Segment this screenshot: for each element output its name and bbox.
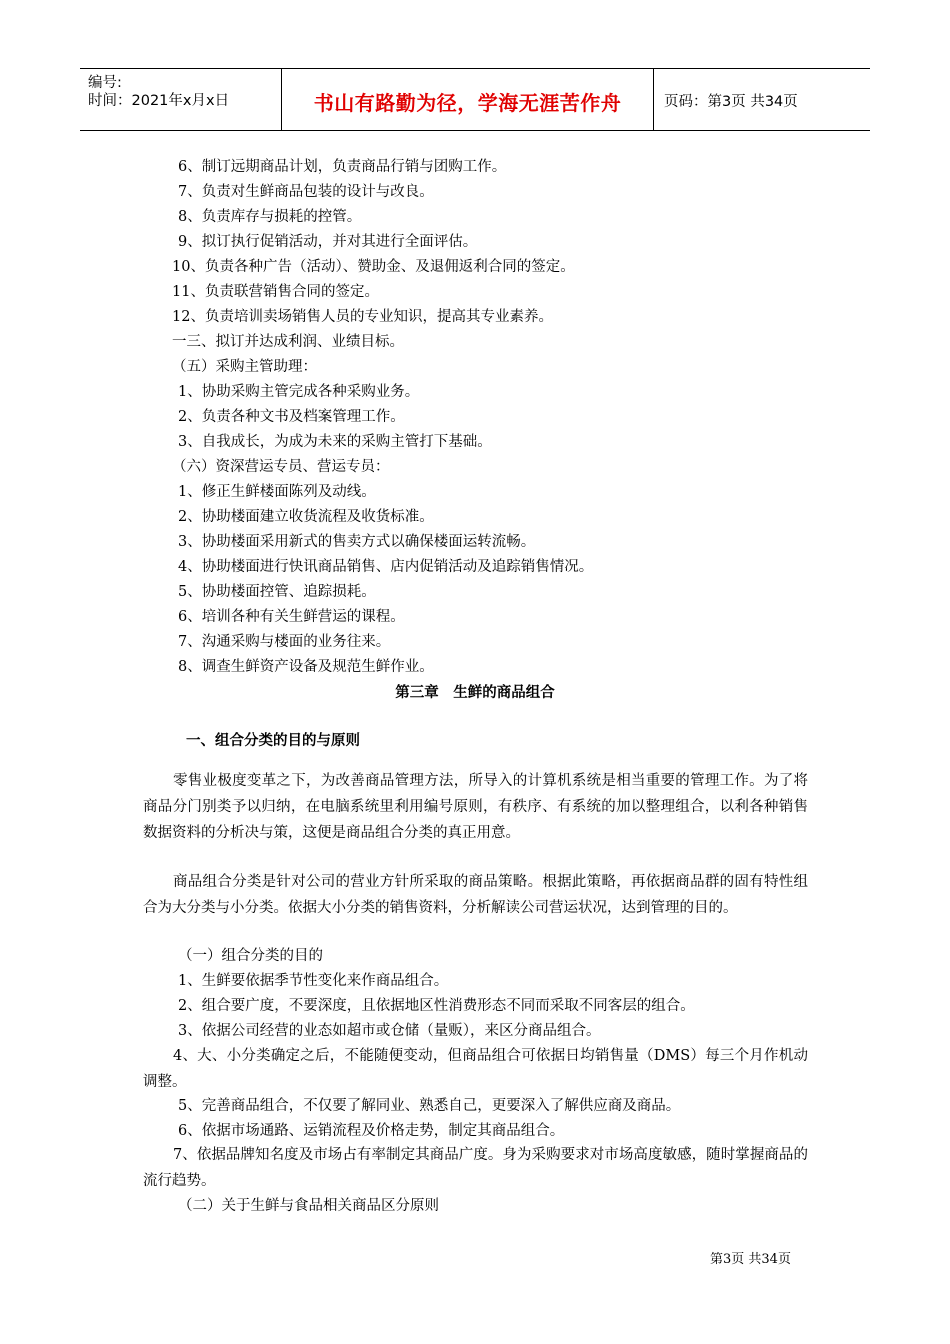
list-item: 10、负责各种广告（活动）、赞助金、及退佣返利合同的签定。 bbox=[172, 259, 575, 275]
document-date-label: 时间：2021年x月x日 bbox=[88, 93, 230, 109]
body-paragraph: 商品组合分类是针对公司的营业方针所采取的商品策略。根据此策略，再依据商品群的固有特性组合为大分类与小分类。依据大小分类的销售资料，分析解读公司营运状况，达到管理的目的。 bbox=[143, 874, 808, 916]
page-header bbox=[80, 68, 870, 131]
page-footer: 第3页 共34页 bbox=[710, 1252, 791, 1267]
header-page-number: 页码：第3页 共34页 bbox=[664, 94, 798, 110]
list-item: 9、拟订执行促销活动，并对其进行全面评估。 bbox=[178, 234, 478, 250]
subsection-heading: （六）资深营运专员、营运专员： bbox=[172, 459, 390, 475]
list-item: 7、负责对生鲜商品包装的设计与改良。 bbox=[178, 184, 434, 200]
subsection-heading: （一）组合分类的目的 bbox=[178, 948, 323, 964]
list-item: 6、依据市场通路、运销流程及价格走势，制定其商品组合。 bbox=[178, 1123, 565, 1139]
list-item: 7、依据品牌知名度及市场占有率制定其商品广度。身为采购要求对市场高度敏感，随时掌握商品的流行趋势。 bbox=[143, 1147, 808, 1189]
list-item: 2、协助楼面建立收货流程及收货标准。 bbox=[178, 509, 434, 525]
header-motto-cell bbox=[282, 69, 654, 130]
header-left-cell bbox=[80, 69, 282, 130]
list-item: 6、制订远期商品计划，负责商品行销与团购工作。 bbox=[178, 159, 507, 175]
list-item: 一三、拟订并达成利润、业绩目标。 bbox=[172, 334, 404, 350]
list-item: 3、依据公司经营的业态如超市或仓储（量贩），来区分商品组合。 bbox=[178, 1023, 601, 1039]
list-item: 3、自我成长，为成为未来的采购主管打下基础。 bbox=[178, 434, 492, 450]
section-title: 一、组合分类的目的与原则 bbox=[186, 733, 360, 749]
chapter-title: 第三章 生鲜的商品组合 bbox=[395, 685, 555, 701]
list-item: 8、调查生鲜资产设备及规范生鲜作业。 bbox=[178, 659, 434, 675]
list-item: 5、完善商品组合，不仅要了解同业、熟悉自己，更要深入了解供应商及商品。 bbox=[178, 1098, 681, 1114]
list-item: 12、负责培训卖场销售人员的专业知识，提高其专业素养。 bbox=[172, 309, 553, 325]
body-paragraph: 零售业极度变革之下，为改善商品管理方法，所导入的计算机系统是相当重要的管理工作。为了将商品分门别类予以归纳，在电脑系统里利用编号原则，有秩序、有系统的加以整理组合，以利各种销售数据资料的分析决与策，这便是商品组合分类的真正用意。 bbox=[143, 773, 808, 841]
list-item: 7、沟通采购与楼面的业务往来。 bbox=[178, 634, 391, 650]
list-item: 1、生鲜要依据季节性变化来作商品组合。 bbox=[178, 973, 449, 989]
list-item: 1、协助采购主管完成各种采购业务。 bbox=[178, 384, 420, 400]
list-item: 2、负责各种文书及档案管理工作。 bbox=[178, 409, 405, 425]
list-item: 6、培训各种有关生鲜营运的课程。 bbox=[178, 609, 405, 625]
list-item: 2、组合要广度，不要深度，且依据地区性消费形态不同而采取不同客层的组合。 bbox=[178, 998, 695, 1014]
list-item: 3、协助楼面采用新式的售卖方式以确保楼面运转流畅。 bbox=[178, 534, 536, 550]
list-item: 4、大、小分类确定之后，不能随便变动，但商品组合可依据日均销售量（DMS）每三个月作机动调整。 bbox=[143, 1048, 808, 1090]
subsection-heading: （五）采购主管助理： bbox=[172, 359, 317, 375]
subsection-heading: （二）关于生鲜与食品相关商品区分原则 bbox=[178, 1198, 439, 1214]
list-item: 5、协助楼面控管、追踪损耗。 bbox=[178, 584, 376, 600]
list-item: 1、修正生鲜楼面陈列及动线。 bbox=[178, 484, 376, 500]
list-item: 11、负责联营销售合同的签定。 bbox=[172, 284, 379, 300]
document-number-label: 编号: bbox=[88, 75, 122, 91]
list-item: 8、负责库存与损耗的控管。 bbox=[178, 209, 362, 225]
header-motto: 书山有路勤为径，学海无涯苦作舟 bbox=[313, 91, 622, 115]
list-item: 4、协助楼面进行快讯商品销售、店内促销活动及追踪销售情况。 bbox=[178, 559, 594, 575]
header-right-cell bbox=[654, 69, 870, 130]
